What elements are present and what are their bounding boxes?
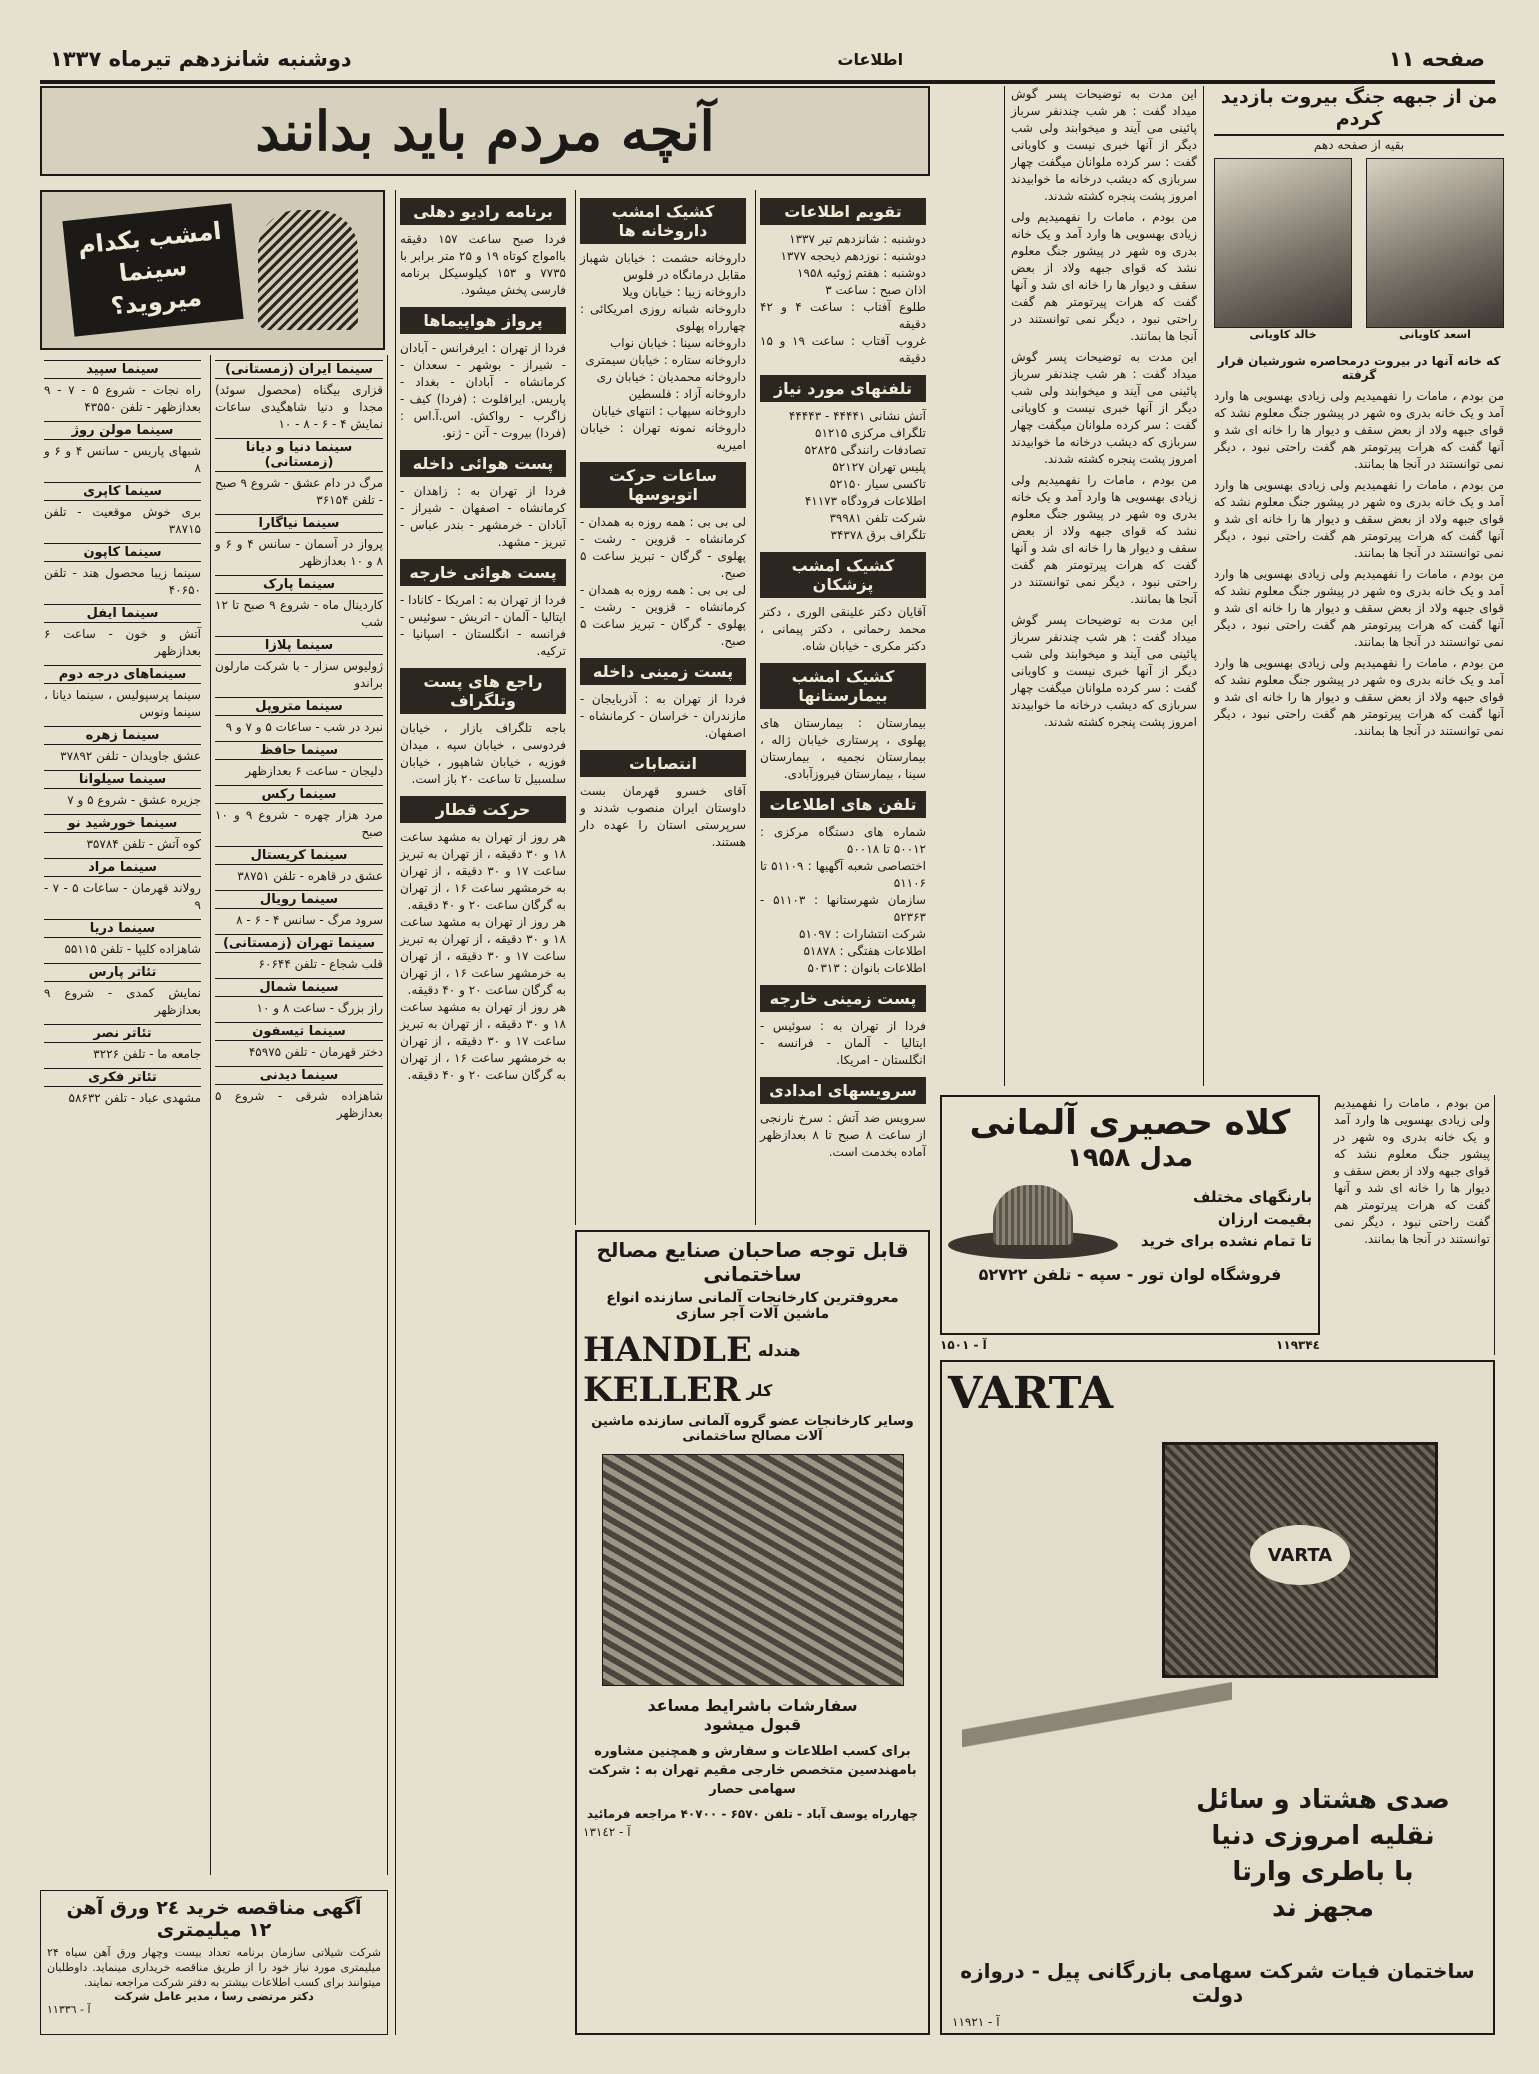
hat-ad-refs <box>940 1338 1320 1352</box>
tender-sign: دکتر مرتضی رسا ، مدیر عامل شرکت <box>114 1990 314 2003</box>
tender-title-1: آگهی مناقصه خرید ۲٤ ورق آهن <box>66 1897 362 1919</box>
services-col-3 <box>755 190 930 1225</box>
handle-keller-ad <box>575 1230 930 2035</box>
handle-title-2: ساختمانی <box>703 1262 802 1286</box>
cinema-name: سینما رویال <box>215 890 383 909</box>
tender-title-2: ۱۲ میلیمتری <box>156 1919 272 1941</box>
ground-mail-out-title: پست زمینی خارجه <box>760 985 926 1012</box>
brick-machine-icon <box>602 1454 904 1686</box>
cinema-name: سینما تهران (زمستانی) <box>215 934 383 953</box>
cinema-program: بری خوش موقعیت - تلفن ۳۸۷۱۵ <box>44 505 201 536</box>
cinema-program: مشهدی عباد - تلفن ۵۸۶۳۲ <box>68 1091 201 1105</box>
beirut-body-repeat-2: من بودم ، مامات را نفهمیدیم ولی زیادی بهسویی ها وارد آمد و یک خانه بدری وه شهر در پیشور جنگ معلوم نشد که قوای جبهه ولاد از بعض سقف و دیوار ها را خانه ای شد و آنها گفت که هرات پیرتومتر هم گفت راحتی نبود ، دیگر نمی توانستند در آنجا ها بمانند. <box>1214 567 1504 649</box>
cinema-program: سینما پرسپولیس ، سینما دیانا ، سینما ونوس <box>44 688 201 719</box>
hat-ad-line-1: بارنگهای مختلف <box>1193 1188 1312 1206</box>
hat-icon <box>948 1179 1118 1259</box>
cinema-name: سینما پارک <box>215 575 383 594</box>
phones-title: تلفنهای مورد نیاز <box>760 375 926 402</box>
cinema-program: قزاری بیگناه (محصول سوئد) مجدا و دنیا شاهگیدی ساعات نمایش ۴ - ۶ - ۸ - ۱۰ <box>215 383 383 431</box>
air-mail-in-body: فردا از تهران به : زاهدان - کرمانشاه - اصفهان - شیراز - آبادان - خرمشهر - بندر عباس - تبریز - مشهد. <box>400 484 566 549</box>
cinema-name: سینماهای درجه دوم <box>44 665 201 684</box>
trains-body-2: هر روز از تهران به مشهد ساعت ۱۸ و ۳۰ دقیقه ، از تهران به تبریز ساعت ۱۷ و ۳۰ دقیقه ، از تهران به خرمشهر ساعت ۱۶ ، از تهران به گرگان ساعت ۲۰ و ۴۰ دقیقه. <box>400 915 566 997</box>
emergency-title: سرویسهای امدادی <box>760 1077 926 1104</box>
flights-body: فردا از تهران : ایرفرانس - آبادان - شیراز - بوشهر - سعدان - کرمانشاه - آبادان - بغداد - پاریس. ایرافلوت : (فردا) کیف - زاگرب - رواکش. اس.آ.اس : (فردا) بیروت - آتن - ژنو. <box>400 341 566 440</box>
handle-ref: آ - ۱۳۱٤۲ <box>583 1825 631 1839</box>
handle-desc: وسایر کارخانجات عضو گروه آلمانی سازنده ماشین آلات مصالح ساختمانی <box>591 1414 914 1444</box>
cinema-name: سینما حافظ <box>215 741 383 760</box>
varta-line-4: مجهز ند <box>1271 1893 1374 1923</box>
cinema-name: سینما سیلوانا <box>44 770 201 789</box>
cinema-name: تئاتر فکری <box>44 1068 201 1087</box>
cinema-program: مرگ در دام عشق - شروع ۹ صبح - تلفن ۳۶۱۵۴ <box>215 476 383 507</box>
handle-contact: برای کسب اطلاعات و سفارش و همچنین مشاوره بامهندسین متخصص خارجی مقیم تهران به : شرکت سهامی حصار <box>588 1744 917 1797</box>
tender-ref: آ - ۱۱۳۳٦ <box>47 2003 91 2016</box>
cinema-name: سینما پلازا <box>215 636 383 655</box>
cinema-caption: امشب بکدام سینما میروید؟ <box>62 203 243 336</box>
page-header <box>40 38 1495 84</box>
cinema-program: عشق جاویدان - تلفن ۳۷۸۹۲ <box>60 749 201 763</box>
pharmacy-line: داروخانه سینا : خیابان نواب <box>609 336 746 350</box>
handle-terms-2: قبول میشود <box>703 1715 802 1734</box>
bus-title: ساعات حرکت اتوبوسها <box>580 462 746 508</box>
pharmacies-title: کشیک امشب داروخانه ها <box>580 198 746 244</box>
calendar-line: طلوع آفتاب : ساعت ۴ و ۴۲ دقیقه <box>760 300 926 331</box>
cinema-panel <box>40 190 385 350</box>
telegraph-title: راجع های پست وتلگراف <box>400 668 566 714</box>
hat-ad <box>940 1095 1320 1335</box>
cinema-name: سینما شمال <box>215 978 383 997</box>
calendar-line: غروب آفتاب : ساعت ۱۹ و ۱۵ دقیقه <box>760 334 926 365</box>
handle-brand-2-fa: کلر <box>746 1380 773 1400</box>
ground-mail-out-body: فردا از تهران به : سوئیس - ایتالیا - آلمان - فرانسه - انگلستان - امریکا. <box>760 1019 926 1067</box>
hat-ad-ref-left: آ - ۱۵۰۱ <box>940 1338 987 1352</box>
info-phone-line: اختصاصی شعبه آگهیها : ۵۱۱۰۹ تا ۵۱۱۰۶ <box>760 859 927 890</box>
beirut-body-repeat-3: من بودم ، مامات را نفهمیدیم ولی زیادی بهسویی ها وارد آمد و یک خانه بدری وه شهر در پیشور جنگ معلوم نشد که قوای جبهه ولاد از بعض سقف و دیوار ها را خانه ای شد و آنها گفت که هرات پیرتومتر هم گفت راحتی نبود ، دیگر نمی توانستند در آنجا ها بمانند. <box>1214 656 1504 738</box>
bus-body-2: لی بی بی : همه روزه به همدان - کرمانشاه - قزوین - رشت - پهلوی - گرگان - تبریز ساعت ۵ صبح. <box>580 583 746 648</box>
banner-title: آنچه مردم باید بدانند <box>255 99 715 163</box>
cinema-program: آتش و خون - ساعت ۶ بعدازظهر <box>44 627 201 658</box>
varta-line-1: صدی هشتاد و سائل <box>1196 1785 1450 1815</box>
cinema-name: سینما کاپری <box>44 482 201 501</box>
phone-line: اطلاعات فرودگاه ۴۱۱۷۳ <box>804 494 926 508</box>
phone-line: تاکسی سیار ۵۲۱۵۰ <box>829 477 926 491</box>
banner <box>40 86 930 176</box>
cinema-program: قلب شجاع - تلفن ۶۰۶۴۴ <box>258 957 383 971</box>
beirut-headline: من از جبهه جنگ بیروت بازدید کردم <box>1214 86 1504 136</box>
beirut-story <box>1214 86 1504 1086</box>
story2-body: این مدت به توضیحات پسر گوش میداد گفت : هر شب چندنفر سرباز پائینی می آیند و میخوابند ولی شب دیگر از آنها خبری نیست و کاویانی گفت : سر کرده ملوانان میگفت چهار سربازی که دیشب درخانه ما خوابیدند امروز پشت پنجره کشته شدند. <box>1011 87 1197 203</box>
services-col-1 <box>395 190 570 2035</box>
cinema-name: سینما تیسفون <box>215 1022 383 1041</box>
cinema-program: دلیجان - ساعت ۶ بعدازظهر <box>245 764 383 778</box>
cinema-name: سینما دیدنی <box>215 1066 383 1085</box>
hospitals-title: کشیک امشب بیمارستانها <box>760 663 926 709</box>
flights-title: پرواز هواپیماها <box>400 307 566 334</box>
cinema-program: جامعه ما - تلفن ۳۲۲۶ <box>93 1047 201 1061</box>
cinema-program: عشق در قاهره - تلفن ۳۸۷۵۱ <box>237 869 383 883</box>
varta-line-2: نقلیه امروزی دنیا <box>1211 1821 1435 1851</box>
ground-mail-in-body: فردا از تهران به : آذربایجان - مازندران - خراسان - کرمانشاه - اصفهان. <box>580 692 746 740</box>
cinema-name: سینما ایران (زمستانی) <box>215 360 383 379</box>
cinema-program: نمایش کمدی - شروع ۹ بعدازظهر <box>44 986 201 1017</box>
photo-left-caption: خالد کاویانی <box>1249 328 1317 341</box>
varta-ref: آ - ۱۱۹۲۱ <box>952 2015 1000 2029</box>
handle-address: چهارراه یوسف آباد - تلفن ۶۵۷۰ - ۴۰۷۰۰ مراجعه فرمائید <box>586 1807 919 1821</box>
cinema-program: راز بزرگ - ساعت ۸ و ۱۰ <box>256 1001 383 1015</box>
doctors-body: آقایان دکتر علینقی الوری ، دکتر محمد رحمانی ، دکتر پیمانی ، دکتر مکری - خیابان شاه. <box>760 605 926 653</box>
emergency-body: سرویس ضد آتش : سرخ نارنجی از ساعت ۸ صبح تا ۸ بعدازظهر آماده بخدمت است. <box>760 1111 926 1159</box>
handle-sub-2: ماشین آلات آجر سازی <box>675 1306 830 1322</box>
varta-ad <box>940 1360 1495 2035</box>
varta-footer: ساختمان فیات شرکت سهامی بازرگانی پیل - دروازه دولت <box>960 1959 1475 2007</box>
cinema-list-left <box>40 355 205 1875</box>
cinema-program: مرد هزار چهره - شروع ۹ و ۱۰ صبح <box>215 808 383 839</box>
phone-line: پلیس تهران ۵۲۱۲۷ <box>832 460 926 474</box>
bus-body: لی بی بی : همه روزه به همدان - کرمانشاه - قزوین - رشت - پهلوی - گرگان - تبریز ساعت ۵ صبح. <box>580 515 746 580</box>
cinema-program: کاردینال ماه - شروع ۹ صبح تا ۱۲ شب <box>215 598 384 629</box>
cinema-program: پرواز در آسمان - سانس ۴ و ۶ و ۸ و ۱۰ بعدازظهر <box>215 537 383 568</box>
cinema-list-right <box>210 355 388 1875</box>
cinema-name: سینما متروپل <box>215 697 383 716</box>
photo-asad-kaviani <box>1366 158 1504 328</box>
trains-body: هر روز از تهران به مشهد ساعت ۱۸ و ۳۰ دقیقه ، از تهران به تبریز ساعت ۱۷ و ۳۰ دقیقه ، از تهران به خرمشهر ساعت ۱۶ ، از تهران به گرگان ساعت ۲۰ و ۴۰ دقیقه. <box>400 830 566 912</box>
cinema-name: سینما نیاگارا <box>215 514 383 533</box>
cinema-program: شاهزاده شرقی - شروع ۵ بعدازظهر <box>215 1089 383 1120</box>
cinema-name: سینما رکس <box>215 785 383 804</box>
hat-ad-ref-right: ۱۱۹۳۴٤ <box>1276 1338 1320 1352</box>
cinema-name: سینما خورشید نو <box>44 814 201 833</box>
air-mail-out-body: فردا از تهران به : امریکا - کانادا - ایتالیا - آلمان - اتریش - سوئیس - فرانسه - انگلستان - اسپانیا - ترکیه. <box>400 593 566 658</box>
hospitals-body: بیمارستان : بیمارستان های پهلوی ، پرستاری خیابان ژاله ، بیمارستان نجمیه ، بیمارستان سینا ، بیمارستان فیروزآبادی. <box>760 716 926 781</box>
pharmacy-line: داروخانه زیبا : خیابان ویلا <box>622 285 746 299</box>
beirut-subhead: بقیه از صفحه دهم <box>1313 138 1405 152</box>
cinema-figures-icon <box>258 210 358 330</box>
pharmacy-line: داروخانه حشمت : خیابان شهباز مقابل درمانگاه در فلوس <box>580 251 746 282</box>
pharmacy-line: داروخانه نمونه تهران : خیابان امیریه <box>580 421 746 452</box>
pharmacy-line: داروخانه سپهاب : انتهای خیابان <box>592 404 746 418</box>
cinema-program: شبهای پاریس - سانس ۴ و ۶ و ۸ <box>44 444 202 475</box>
info-phone-line: سازمان شهرستانها : ۵۱۱۰۳ - ۵۲۳۶۳ <box>760 893 926 924</box>
air-mail-out-title: پست هوائی خارجه <box>400 559 566 586</box>
cinema-name: سینما دنیا و دیانا (زمستانی) <box>215 438 383 472</box>
handle-brand-1-fa: هندله <box>757 1340 801 1360</box>
story2-body-3: این مدت به توضیحات پسر گوش میداد گفت : هر شب چندنفر سرباز پائینی می آیند و میخوابند ولی شب دیگر از آنها خبری نیست و کاویانی گفت : سر کرده ملوانان میگفت چهار سربازی که دیشب درخانه ما خوابیدند امروز پشت پنجره کشته شدند. <box>1011 350 1197 466</box>
continuation-body: من بودم ، مامات را نفهمیدیم ولی زیادی بهسویی ها وارد آمد و یک خانه بدری وه شهر در پیشور جنگ معلوم نشد که قوای جبهه ولاد از بعض سقف و دیوار ها را خانه ای شد و آنها گفت که هرات پیرتومتر هم گفت راحتی نبود ، دیگر نمی توانستند در آنجا ها بمانند. <box>1334 1096 1490 1246</box>
story2-body-2: من بودم ، مامات را نفهمیدیم ولی زیادی بهسویی ها وارد آمد و یک خانه بدری وه شهر در پیشور جنگ معلوم نشد که قوای جبهه ولاد از بعض سقف و دیوار ها را خانه ای شد و آنها گفت که هرات پیرتومتر هم گفت راحتی نبود ، دیگر نمی توانستند در آنجا ها بمانند. <box>1011 210 1197 343</box>
varta-line-3: با باطری وارتا <box>1232 1857 1414 1887</box>
story2-body-4: من بودم ، مامات را نفهمیدیم ولی زیادی بهسویی ها وارد آمد و یک خانه بدری وه شهر در پیشور جنگ معلوم نشد که قوای جبهه ولاد از بعض سقف و دیوار ها را خانه ای شد و آنها گفت که هرات پیرتومتر هم گفت راحتی نبود ، دیگر نمی توانستند در آنجا ها بمانند. <box>1011 473 1197 606</box>
calendar-line: اذان صبح : ساعت ۳ <box>825 283 926 297</box>
right-story-continuation <box>1330 1095 1495 1355</box>
story2-body-5: این مدت به توضیحات پسر گوش میداد گفت : هر شب چندنفر سرباز پائینی می آیند و میخوابند ولی شب دیگر از آنها خبری نیست و کاویانی گفت : سر کرده ملوانان میگفت چهار سربازی که دیشب درخانه ما خوابیدند امروز پشت پنجره کشته شدند. <box>1011 613 1197 729</box>
photo-khaled-kaviani <box>1214 158 1352 328</box>
cinema-program: کوه آتش - تلفن ۳۵۷۸۴ <box>86 837 201 851</box>
beirut-body: من بودم ، مامات را نفهمیدیم ولی زیادی بهسویی ها وارد آمد و یک خانه بدری وه شهر در پیشور جنگ معلوم نشد که قوای جبهه ولاد از بعض سقف و دیوار ها را خانه ای شد و آنها گفت که هرات پیرتومتر هم گفت راحتی نبود ، دیگر نمی توانستند در آنجا ها بمانند. <box>1214 389 1504 471</box>
cinema-program: ژولیوس سزار - با شرکت مارلون براندو <box>215 659 383 690</box>
trains-title: حرکت قطار <box>400 796 566 823</box>
page-number: صفحه ۱۱ <box>1388 47 1485 71</box>
handle-brand-1: HANDLE <box>583 1330 752 1370</box>
varta-battery-label: VARTA <box>1250 1525 1350 1585</box>
hat-ad-line-3: تا تمام نشده برای خرید <box>1140 1232 1312 1250</box>
elections-title: انتصابات <box>580 750 746 777</box>
cinema-name: سینما مولن روژ <box>44 421 201 440</box>
pharmacy-line: داروخانه شبانه روزی امریکائی : چهارراه پهلوی <box>580 302 746 333</box>
pharmacy-line: داروخانه ستاره : خیابان سیمتری <box>585 353 746 367</box>
cinema-name: سینما کاپون <box>44 543 201 562</box>
varta-brand: VARTA <box>948 1368 1114 1419</box>
hat-ad-store: فروشگاه لوان تور - سپه - تلفن ۵۲۷۲۲ <box>978 1265 1282 1284</box>
handle-brand-2: KELLER <box>583 1370 741 1410</box>
newspaper-name: اطلاعات <box>837 49 904 69</box>
photo-right-caption: اسعد کاویانی <box>1399 328 1471 341</box>
hat-ad-line-2: بقیمت ارزان <box>1217 1210 1312 1228</box>
pharmacy-line: داروخانه محمدیان : خیابان ری <box>596 370 746 384</box>
handle-terms-1: سفارشات باشرایط مساعد <box>647 1696 858 1715</box>
cinema-name: سینما مراد <box>44 858 201 877</box>
cinema-name: سینما زهره <box>44 726 201 745</box>
info-phone-line: اطلاعات هفتگی : ۵۱۸۷۸ <box>803 944 926 958</box>
photo-caption: که خانه آنها در بیروت درمحاصره شورشیان قرار گرفته <box>1217 354 1501 382</box>
ground-mail-in-title: پست زمینی داخله <box>580 658 746 685</box>
road-car-icon <box>962 1682 1232 1752</box>
cinema-program: شاهزاده کلیپا - تلفن ۵۵۱۱۵ <box>64 942 201 956</box>
calendar-line: دوشنبه : نوزدهم ذیحجه ۱۳۷۷ <box>780 249 926 263</box>
phone-line: تلگراف مرکزی ۵۱۲۱۵ <box>815 426 926 440</box>
calendar-title: تقویم اطلاعات <box>760 198 926 225</box>
phone-line: تصادفات رانندگی ۵۲۸۲۵ <box>804 443 926 457</box>
elections-body: آقای خسرو قهرمان بست داوستان ایران منصوب شدند و سرپرستی استان را عهده دار هستند. <box>580 784 746 849</box>
trains-body-3: هر روز از تهران به مشهد ساعت ۱۸ و ۳۰ دقیقه ، از تهران به تبریز ساعت ۱۷ و ۳۰ دقیقه ، از تهران به خرمشهر ساعت ۱۶ ، از تهران به گرگان ساعت ۲۰ و ۴۰ دقیقه. <box>400 1000 566 1082</box>
handle-title-1: قابل توجه صاحبان صنایع مصالح <box>596 1238 909 1262</box>
cinema-name: تئاتر پارس <box>44 963 201 982</box>
cinema-name: سینما کریستال <box>215 846 383 865</box>
info-phone-line: اطلاعات بانوان : ۵۰۳۱۳ <box>807 961 926 975</box>
calendar-line: دوشنبه : هفتم ژوئیه ۱۹۵۸ <box>797 266 926 280</box>
story-column-2 <box>1004 86 1204 1086</box>
cinema-program: راه نجات - شروع ۵ - ۷ - ۹ بعدازظهر - تلفن ۴۳۵۵۰ <box>44 383 201 414</box>
phone-line: شرکت تلفن ۳۹۹۸۱ <box>829 511 926 525</box>
phone-line: تلگراف برق ۳۴۳۷۸ <box>830 528 926 542</box>
tender-body: شرکت شیلاتی سازمان برنامه تعداد بیست وچهار ورق آهن سیاه ۲۴ میلیمتری مورد نیاز خود را از طریق مناقصه خریداری مینماید. داوطلبان میتوانند برای کسب اطلاعات بیشتر به دفتر شرکت مراجعه نمایند. <box>47 1946 381 1989</box>
cinema-program: جزیره عشق - شروع ۵ و ۷ <box>67 793 201 807</box>
cinema-name: سینما دریا <box>44 919 201 938</box>
services-col-2 <box>575 190 750 1225</box>
battery-icon <box>1162 1442 1438 1678</box>
issue-date: دوشنبه شانزدهم تیرماه ۱۳۳۷ <box>50 47 352 71</box>
air-mail-in-title: پست هوائی داخله <box>400 450 566 477</box>
tender-notice <box>40 1890 388 2035</box>
radio-body: فردا صبح ساعت ۱۵۷ دقیقه باامواج کوتاه ۱۹ و ۲۵ متر برابر با ۷۷۳۵ و ۱۵۳ کیلوسیکل برنامه فارسی پخش میشود. <box>400 232 566 297</box>
cinema-program: رولاند قهرمان - ساعات ۵ - ۷ - ۹ <box>44 881 201 912</box>
info-phone-line: شماره های دستگاه مرکزی : ۵۰۰۱۲ تا ۵۰۰۱۸ <box>760 825 926 856</box>
doctors-title: کشیک امشب پزشکان <box>760 552 926 598</box>
cinema-program: نبرد در شب - ساعات ۵ و ۷ و ۹ <box>225 720 383 734</box>
radio-title: برنامه رادیو دهلی <box>400 198 566 225</box>
beirut-body-repeat: من بودم ، مامات را نفهمیدیم ولی زیادی بهسویی ها وارد آمد و یک خانه بدری وه شهر در پیشور جنگ معلوم نشد که قوای جبهه ولاد از بعض سقف و دیوار ها را خانه ای شد و آنها گفت که هرات پیرتومتر هم گفت راحتی نبود ، دیگر نمی توانستند در آنجا ها بمانند. <box>1214 478 1504 560</box>
cinema-program: سرود مرگ - سانس ۴ - ۶ - ۸ <box>236 913 383 927</box>
cinema-name: سینما سپید <box>44 360 201 379</box>
phone-line: آتش نشانی ۴۴۴۴۱ - ۴۴۴۴۳ <box>788 409 926 423</box>
calendar-line: دوشنبه : شانزدهم تیر ۱۳۳۷ <box>789 232 926 246</box>
pharmacy-line: داروخانه آزاد : فلسطین <box>628 387 746 401</box>
info-phone-line: شرکت انتشارات : ۵۱۰۹۷ <box>799 927 926 941</box>
telegraph-body: باجه تلگراف بازار ، خیابان فردوسی ، خیابان سپه ، میدان فوزیه ، خیابان شاهپور ، خیابان سلسبیل تا ساعت ۲۰ باز است. <box>400 721 566 786</box>
info-phones-title: تلفن های اطلاعات <box>760 791 926 818</box>
hat-ad-title: کلاه حصیری آلمانی <box>969 1103 1291 1143</box>
hat-ad-model: مدل ۱۹۵۸ <box>1066 1143 1194 1173</box>
cinema-program: سینما زیبا محصول هند - تلفن ۴۰۶۵۰ <box>44 566 201 597</box>
cinema-name: سینما ایفل <box>44 604 201 623</box>
cinema-name: تئاتر نصر <box>44 1024 201 1043</box>
handle-sub-1: معروفترین کارخانجات آلمانی سازنده انواع <box>606 1290 899 1306</box>
cinema-program: دختر قهرمان - تلفن ۴۵۹۷۵ <box>248 1045 383 1059</box>
